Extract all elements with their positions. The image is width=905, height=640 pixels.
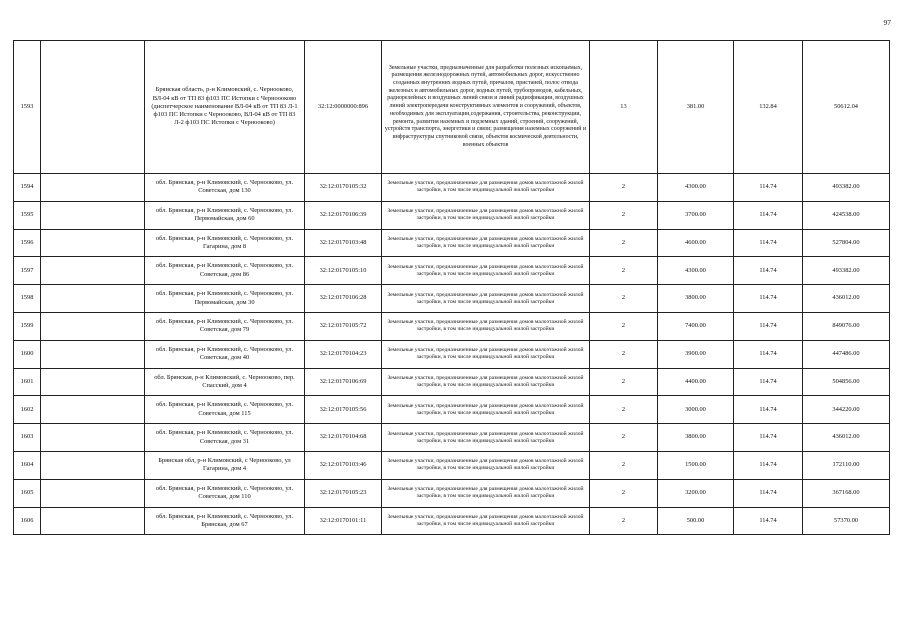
table-row [14,285,890,313]
use-code-cell: 2 [590,285,658,313]
cadastral-number-cell: 32:12:0170103:48 [305,229,382,257]
row-number-cell: 1593 [14,41,41,174]
area-cell: 1500.00 [658,451,734,479]
area-cell: 4600.00 [658,229,734,257]
row-number-cell: 1602 [14,396,41,424]
cadastral-number-cell: 32:12:0170105:72 [305,312,382,340]
specific-value-cell: 114.74 [734,285,803,313]
cadastral-value-cell: 493382.00 [803,174,890,202]
row-number-cell: 1594 [14,174,41,202]
land-use-cell: Земельные участки, предназначенные для размещения домов малоэтажной жилой застройки, в том числе индивидуальной жилой застройки [382,257,590,285]
land-use-cell: Земельные участки, предназначенные для размещения домов малоэтажной жилой застройки, в том числе индивидуальной жилой застройки [382,340,590,368]
empty-cell [41,229,145,257]
table-row [14,507,890,535]
address-cell: обл. Брянская, р-н Климовский, с. Чернооково, ул. Брянская, дом 67 [145,507,305,535]
address-cell: обл. Брянская, р-н Климовский, с. Чернооково, ул. Советская, дом 130 [145,174,305,202]
area-cell: 500.00 [658,507,734,535]
address-cell: обл. Брянская, р-н Климовский, с. Чернооково, ул. Первомайская, дом 30 [145,285,305,313]
specific-value-cell: 114.74 [734,229,803,257]
empty-cell [41,201,145,229]
empty-cell [41,396,145,424]
cadastral-value-cell: 447486.00 [803,340,890,368]
area-cell: 4300.00 [658,174,734,202]
row-number-cell: 1601 [14,368,41,396]
area-cell: 3700.00 [658,201,734,229]
cadastral-value-cell: 367168.00 [803,479,890,507]
address-cell: Брянская область, р-н Климовский, с. Чернооково, ВЛ-04 кВ от ТП 83 ф103 ПС Истопки с Черноооково (диспетчерское наименование ВЛ-04 кВ от ТП 83 Л-1 ф103 ПС Истопки с Чернооково, ВЛ-04 кВ от ТП 83 Л-2 ф103 ПС Истопки с Чернооково) [145,41,305,174]
address-cell: обл. Брянская, р-н Климовский, с. Чернооково, ул. Советская, дом 86 [145,257,305,285]
cadastral-value-cell: 436012.00 [803,285,890,313]
empty-cell [41,507,145,535]
use-code-cell: 2 [590,396,658,424]
cadastral-number-cell: 32:12:0000000:896 [305,41,382,174]
empty-cell [41,41,145,174]
specific-value-cell: 114.74 [734,396,803,424]
row-number-cell: 1605 [14,479,41,507]
cadastral-number-cell: 32:12:0170105:10 [305,257,382,285]
specific-value-cell: 114.74 [734,479,803,507]
area-cell: 4300.00 [658,257,734,285]
specific-value-cell: 114.74 [734,340,803,368]
address-cell: обл. Брянская, р-н Климовский, с. Чернооково, ул. Советская, дом 79 [145,312,305,340]
area-cell: 3800.00 [658,285,734,313]
row-number-cell: 1598 [14,285,41,313]
table-row [14,229,890,257]
empty-cell [41,312,145,340]
empty-cell [41,368,145,396]
cadastral-value-cell: 504856.00 [803,368,890,396]
empty-cell [41,340,145,368]
table-row [14,396,890,424]
cadastral-number-cell: 32:12:0170103:46 [305,451,382,479]
row-number-cell: 1597 [14,257,41,285]
specific-value-cell: 132.84 [734,41,803,174]
table-row [14,424,890,452]
cadastral-number-cell: 32:12:0170104:68 [305,424,382,452]
land-use-cell: Земельные участки, предназначенные для размещения домов малоэтажной жилой застройки, в том числе индивидуальной жилой застройки [382,479,590,507]
land-use-cell: Земельные участки, предназначенные для размещения домов малоэтажной жилой застройки, в том числе индивидуальной жилой застройки [382,507,590,535]
use-code-cell: 2 [590,368,658,396]
use-code-cell: 2 [590,424,658,452]
land-use-cell: Земельные участки, предназначенные для размещения домов малоэтажной жилой застройки, в том числе индивидуальной жилой застройки [382,368,590,396]
land-use-cell: Земельные участки, предназначенные для размещения домов малоэтажной жилой застройки, в том числе индивидуальной жилой застройки [382,312,590,340]
area-cell: 4400.00 [658,368,734,396]
cadastral-number-cell: 32:12:0170105:23 [305,479,382,507]
table-row [14,257,890,285]
cadastral-value-cell: 424538.00 [803,201,890,229]
cadastral-value-cell: 527804.00 [803,229,890,257]
land-use-cell: Земельные участки, предназначенные для размещения домов малоэтажной жилой застройки, в том числе индивидуальной жилой застройки [382,396,590,424]
row-number-cell: 1596 [14,229,41,257]
page-number: 97 [883,18,891,27]
cadastral-value-cell: 57370.00 [803,507,890,535]
area-cell: 7400.00 [658,312,734,340]
specific-value-cell: 114.74 [734,257,803,285]
area-cell: 3200.00 [658,479,734,507]
address-cell: обл. Брянская, р-н Климовский, с. Чернооково, ул. Первомайская, дом 60 [145,201,305,229]
specific-value-cell: 114.74 [734,368,803,396]
use-code-cell: 2 [590,312,658,340]
cadastral-value-cell: 344220.00 [803,396,890,424]
row-number-cell: 1595 [14,201,41,229]
address-cell: Брянская обл, р-н Климовский, с Чернооково, ул Гагарина, дом 4 [145,451,305,479]
use-code-cell: 2 [590,201,658,229]
empty-cell [41,257,145,285]
row-number-cell: 1600 [14,340,41,368]
use-code-cell: 2 [590,507,658,535]
table-row [14,340,890,368]
cadastral-value-cell: 50612.04 [803,41,890,174]
land-use-cell: Земельные участки, предназначенные для разработки полезных ископаемых, размещения железнодорожных путей, автомобильных дорог, искусственно созданных внутренних водных путей, причалов, пристаней, полос отвода железных и автомобильных дорог, водных путей, трубопроводов, кабельных, радиорелейных и воздушных линий связи и линий радиофикации, воздушных линий электропередачи конструктивных элементов и сооружений, объектов, необходимых для эксплуатации,содержания, строительства, реконструкции, ремонта, развития наземных и подземных зданий, строений, сооружений, устройств транспорта, энергетики и связи; размещения наземных сооружений и инфраструктуры спутниковой связи, объектов космической деятельности, военных объектов [382,41,590,174]
address-cell: обл. Брянская, р-н Климовский, с. Чернооково, ул. Советская, дом 31 [145,424,305,452]
specific-value-cell: 114.74 [734,201,803,229]
address-cell: обл. Брянская, р-н Климовский, с. Чернооково, пер. Спасский, дом 4 [145,368,305,396]
specific-value-cell: 114.74 [734,312,803,340]
address-cell: обл. Брянская, р-н Климовский, с. Чернооково, ул. Советская, дом 110 [145,479,305,507]
cadastral-value-cell: 849076.00 [803,312,890,340]
land-use-cell: Земельные участки, предназначенные для размещения домов малоэтажной жилой застройки, в том числе индивидуальной жилой застройки [382,285,590,313]
land-use-cell: Земельные участки, предназначенные для размещения домов малоэтажной жилой застройки, в том числе индивидуальной жилой застройки [382,201,590,229]
cadastral-value-cell: 172110.00 [803,451,890,479]
table-row [14,312,890,340]
land-use-cell: Земельные участки, предназначенные для размещения домов малоэтажной жилой застройки, в том числе индивидуальной жилой застройки [382,424,590,452]
table-row [14,201,890,229]
use-code-cell: 2 [590,257,658,285]
specific-value-cell: 114.74 [734,424,803,452]
table-row [14,41,890,174]
cadastral-value-table [13,40,890,535]
empty-cell [41,451,145,479]
row-number-cell: 1606 [14,507,41,535]
table-row [14,451,890,479]
row-number-cell: 1603 [14,424,41,452]
area-cell: 3800.00 [658,424,734,452]
cadastral-number-cell: 32:12:0170104:23 [305,340,382,368]
cadastral-number-cell: 32:12:0170106:28 [305,285,382,313]
specific-value-cell: 114.74 [734,507,803,535]
use-code-cell: 2 [590,340,658,368]
row-number-cell: 1599 [14,312,41,340]
cadastral-number-cell: 32:12:0170106:39 [305,201,382,229]
cadastral-value-cell: 436012.00 [803,424,890,452]
cadastral-number-cell: 32:12:0170101:11 [305,507,382,535]
address-cell: обл. Брянская, р-н Климовский, с. Чернооково, ул. Советская, дом 40 [145,340,305,368]
table-row [14,174,890,202]
specific-value-cell: 114.74 [734,174,803,202]
row-number-cell: 1604 [14,451,41,479]
cadastral-value-cell: 493382.00 [803,257,890,285]
area-cell: 381.00 [658,41,734,174]
area-cell: 3000.00 [658,396,734,424]
empty-cell [41,174,145,202]
address-cell: обл. Брянская, р-н Климовский, с. Чернооково, ул. Гагарина, дом 8 [145,229,305,257]
cadastral-number-cell: 32:12:0170106:69 [305,368,382,396]
use-code-cell: 2 [590,479,658,507]
area-cell: 3900.00 [658,340,734,368]
table-row [14,479,890,507]
use-code-cell: 2 [590,451,658,479]
empty-cell [41,424,145,452]
cadastral-number-cell: 32:12:0170105:32 [305,174,382,202]
use-code-cell: 2 [590,229,658,257]
land-use-cell: Земельные участки, предназначенные для размещения домов малоэтажной жилой застройки, в том числе индивидуальной жилой застройки [382,229,590,257]
land-use-cell: Земельные участки, предназначенные для размещения домов малоэтажной жилой застройки, в том числе индивидуальной жилой застройки [382,451,590,479]
empty-cell [41,479,145,507]
land-use-cell: Земельные участки, предназначенные для размещения домов малоэтажной жилой застройки, в том числе индивидуальной жилой застройки [382,174,590,202]
empty-cell [41,285,145,313]
use-code-cell: 13 [590,41,658,174]
specific-value-cell: 114.74 [734,451,803,479]
cadastral-number-cell: 32:12:0170105:56 [305,396,382,424]
table-row [14,368,890,396]
use-code-cell: 2 [590,174,658,202]
address-cell: обл. Брянская, р-н Климовский, с. Чернооково, ул. Советская, дом 115 [145,396,305,424]
